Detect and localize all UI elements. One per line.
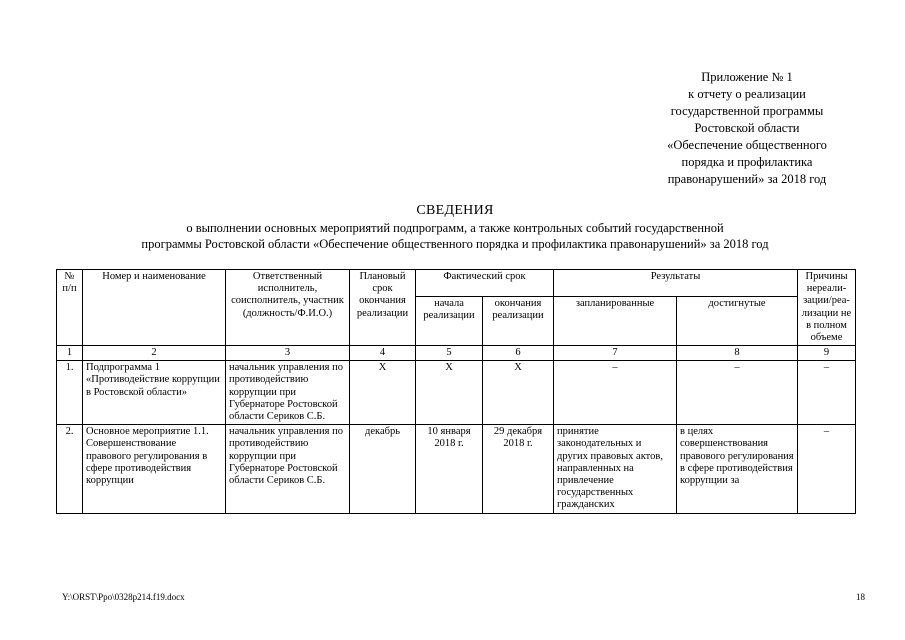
title-main: СВЕДЕНИЯ bbox=[416, 203, 494, 218]
column-number: 4 bbox=[350, 346, 416, 361]
row-end: Х bbox=[483, 361, 554, 425]
row-name: Основное мероприятие 1.1. Совершенствование правового регулирования в сфере противодействия коррупции bbox=[83, 425, 226, 513]
appendix-line: к отчету о реализации bbox=[688, 87, 806, 101]
header-name: Номер и наименование bbox=[83, 270, 226, 346]
header-actual-term: Фактический срок bbox=[416, 270, 554, 297]
header-actual-end: окончания реализации bbox=[483, 297, 554, 346]
header-reasons: Причины нереали-зации/реа-лизации не в полном объеме bbox=[798, 270, 856, 346]
column-number: 6 bbox=[483, 346, 554, 361]
row-name: Подпрограмма 1 «Противодействие коррупции в Ростовской области» bbox=[83, 361, 226, 425]
row-num: 2. bbox=[57, 425, 83, 513]
appendix-line: Ростовской области bbox=[694, 121, 800, 135]
header-num: № п/п bbox=[57, 270, 83, 346]
header-executor: Ответственный исполнитель, соисполнитель, участник (должность/Ф.И.О.) bbox=[226, 270, 350, 346]
header-results: Результаты bbox=[554, 270, 798, 297]
row-achieved-result: в целях совершенствования правового регулирования в сфере противодействия коррупции за bbox=[677, 425, 798, 513]
row-num: 1. bbox=[57, 361, 83, 425]
row-planned: декабрь bbox=[350, 425, 416, 513]
column-number: 8 bbox=[677, 346, 798, 361]
document-title bbox=[40, 202, 870, 252]
column-number: 2 bbox=[83, 346, 226, 361]
row-planned: Х bbox=[350, 361, 416, 425]
appendix-line: государственной программы bbox=[670, 104, 824, 118]
row-reason: – bbox=[798, 361, 856, 425]
table-row bbox=[57, 425, 856, 513]
row-executor: начальник управления по противодействию коррупции при Губернаторе Ростовской области Сериков С.Б. bbox=[226, 361, 350, 425]
column-number-row bbox=[57, 346, 856, 361]
table-row bbox=[57, 361, 856, 425]
appendix-line: правонарушений» за 2018 год bbox=[667, 172, 827, 186]
column-number: 7 bbox=[554, 346, 677, 361]
header-actual-start: начала реализации bbox=[416, 297, 483, 346]
row-achieved-result: – bbox=[677, 361, 798, 425]
appendix-line: порядка и профилактика bbox=[681, 155, 813, 169]
report-table bbox=[56, 269, 856, 514]
footer-page-number: 18 bbox=[856, 592, 865, 602]
appendix-line: Приложение № 1 bbox=[701, 70, 793, 84]
appendix-line: «Обеспечение общественного bbox=[667, 138, 827, 152]
title-sub-line-2: программы Ростовской области «Обеспечение общественного порядка и профилактика правонарушений» за 2018 год bbox=[141, 237, 769, 251]
column-number: 5 bbox=[416, 346, 483, 361]
header-row-1 bbox=[57, 270, 856, 297]
row-executor: начальник управления по противодействию коррупции при Губернаторе Ростовской области Сериков С.Б. bbox=[226, 425, 350, 513]
column-number: 1 bbox=[57, 346, 83, 361]
footer-file-path: Y:\ORST\Ppo\0328p214.f19.docx bbox=[62, 592, 185, 602]
header-planned-term: Плановый срок окончания реализации bbox=[350, 270, 416, 346]
column-number: 9 bbox=[798, 346, 856, 361]
row-end: 29 декабря 2018 г. bbox=[483, 425, 554, 513]
column-number: 3 bbox=[226, 346, 350, 361]
row-start: Х bbox=[416, 361, 483, 425]
row-planned-result: – bbox=[554, 361, 677, 425]
header-planned-results: запланированные bbox=[554, 297, 677, 346]
header-achieved-results: достигнутые bbox=[677, 297, 798, 346]
row-start: 10 января 2018 г. bbox=[416, 425, 483, 513]
row-reason: – bbox=[798, 425, 856, 513]
appendix-block bbox=[627, 69, 867, 188]
title-sub-line-1: о выполнении основных мероприятий подпрограмм, а также контрольных событий государственной bbox=[186, 221, 724, 235]
row-planned-result: принятие законодательных и других правовых актов, направленных на привлечение государственных гражданских bbox=[554, 425, 677, 513]
